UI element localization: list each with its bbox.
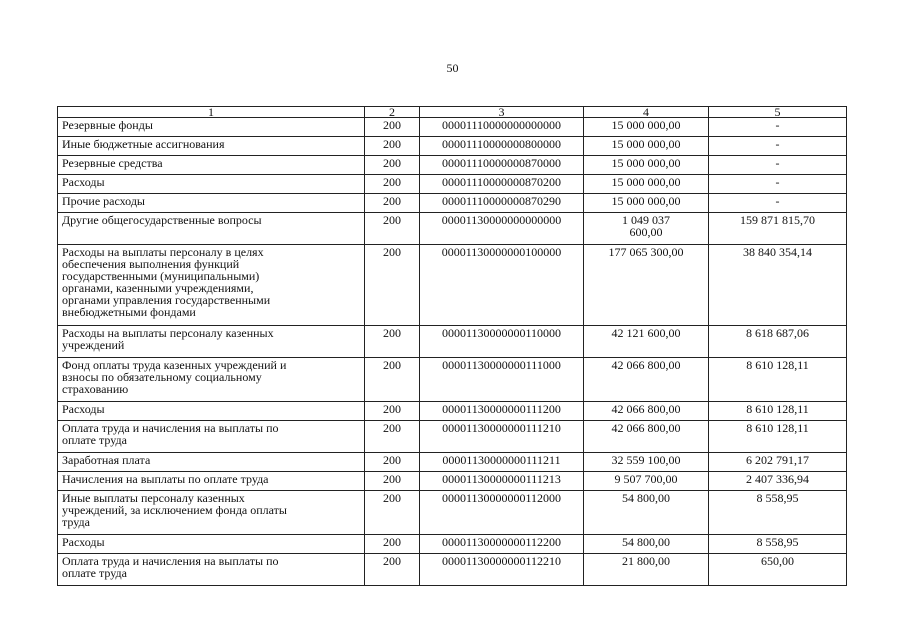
- row-code: 00001130000000111200: [420, 402, 584, 421]
- table-row: [58, 326, 847, 358]
- row-code: 00001130000000112210: [420, 554, 584, 586]
- row-amount: 15 000 000,00: [584, 137, 709, 156]
- column-header: 5: [709, 107, 847, 118]
- row-rz: 200: [365, 402, 420, 421]
- column-header: 3: [420, 107, 584, 118]
- budget-table: [57, 106, 847, 586]
- row-amount: 15 000 000,00: [584, 194, 709, 213]
- row-code: 00001110000000800000: [420, 137, 584, 156]
- row-amount: 54 800,00: [584, 535, 709, 554]
- row-rz: 200: [365, 491, 420, 535]
- table-row: [58, 453, 847, 472]
- row-code: 00001130000000111000: [420, 358, 584, 402]
- row-rz: 200: [365, 175, 420, 194]
- row-name: Иные бюджетные ассигнования: [58, 137, 365, 156]
- table-row: [58, 156, 847, 175]
- row-name: Другие общегосударственные вопросы: [58, 213, 365, 245]
- row-rz: 200: [365, 358, 420, 402]
- row-rz: 200: [365, 472, 420, 491]
- row-name: Иные выплаты персоналу казенных учреждений, за исключением фонда оплаты труда: [58, 491, 365, 535]
- row-amount: 42 066 800,00: [584, 421, 709, 453]
- row-rz: 200: [365, 421, 420, 453]
- row-executed: 8 610 128,11: [709, 402, 847, 421]
- row-code: 00001110000000870200: [420, 175, 584, 194]
- row-executed: 2 407 336,94: [709, 472, 847, 491]
- row-name: Оплата труда и начисления на выплаты по оплате труда: [58, 554, 365, 586]
- row-amount: 15 000 000,00: [584, 118, 709, 137]
- row-amount: 54 800,00: [584, 491, 709, 535]
- row-code: 00001130000000112200: [420, 535, 584, 554]
- row-executed: 38 840 354,14: [709, 245, 847, 326]
- row-rz: 200: [365, 137, 420, 156]
- row-executed: 8 558,95: [709, 491, 847, 535]
- row-amount: 42 066 800,00: [584, 402, 709, 421]
- row-name: Расходы: [58, 175, 365, 194]
- table-row: [58, 213, 847, 245]
- row-code: 00001130000000111210: [420, 421, 584, 453]
- row-code: 00001130000000112000: [420, 491, 584, 535]
- row-code: 00001110000000870290: [420, 194, 584, 213]
- row-name: Расходы на выплаты персоналу в целях обеспечения выполнения функций государственными (муниципальными) органами, казенными учреждениями, органами управления государственными внебюджетными фондами: [58, 245, 365, 326]
- row-code: 00001110000000870000: [420, 156, 584, 175]
- row-rz: 200: [365, 326, 420, 358]
- row-executed: 8 558,95: [709, 535, 847, 554]
- row-rz: 200: [365, 245, 420, 326]
- row-executed: 6 202 791,17: [709, 453, 847, 472]
- table-row: [58, 245, 847, 326]
- row-rz: 200: [365, 453, 420, 472]
- row-code: 00001130000000000000: [420, 213, 584, 245]
- row-amount: 177 065 300,00: [584, 245, 709, 326]
- row-rz: 200: [365, 118, 420, 137]
- row-name: Оплата труда и начисления на выплаты по оплате труда: [58, 421, 365, 453]
- table-row: [58, 194, 847, 213]
- row-executed: 8 610 128,11: [709, 421, 847, 453]
- table-row: [58, 118, 847, 137]
- row-name: Фонд оплаты труда казенных учреждений и взносы по обязательному социальному страхованию: [58, 358, 365, 402]
- row-name: Начисления на выплаты по оплате труда: [58, 472, 365, 491]
- table-row: [58, 402, 847, 421]
- column-header: 2: [365, 107, 420, 118]
- row-executed: -: [709, 137, 847, 156]
- row-amount: 21 800,00: [584, 554, 709, 586]
- column-header: 1: [58, 107, 365, 118]
- row-code: 00001110000000000000: [420, 118, 584, 137]
- column-header: 4: [584, 107, 709, 118]
- row-amount: 15 000 000,00: [584, 175, 709, 194]
- row-amount: 32 559 100,00: [584, 453, 709, 472]
- row-amount: 9 507 700,00: [584, 472, 709, 491]
- table-row: [58, 491, 847, 535]
- row-name: Заработная плата: [58, 453, 365, 472]
- table-row: [58, 472, 847, 491]
- row-name: Резервные фонды: [58, 118, 365, 137]
- row-rz: 200: [365, 194, 420, 213]
- row-executed: -: [709, 194, 847, 213]
- row-amount: 1 049 037 600,00: [584, 213, 709, 245]
- table-row: [58, 137, 847, 156]
- row-rz: 200: [365, 156, 420, 175]
- table-row: [58, 535, 847, 554]
- row-rz: 200: [365, 535, 420, 554]
- row-name: Расходы на выплаты персоналу казенных учреждений: [58, 326, 365, 358]
- page-number: 50: [446, 61, 459, 75]
- row-executed: 650,00: [709, 554, 847, 586]
- table-header-row: [58, 107, 847, 118]
- table-row: [58, 554, 847, 586]
- row-name: Расходы: [58, 402, 365, 421]
- row-code: 00001130000000110000: [420, 326, 584, 358]
- table-row: [58, 175, 847, 194]
- row-amount: 42 066 800,00: [584, 358, 709, 402]
- row-executed: 8 618 687,06: [709, 326, 847, 358]
- row-name: Резервные средства: [58, 156, 365, 175]
- row-executed: 8 610 128,11: [709, 358, 847, 402]
- row-code: 00001130000000111213: [420, 472, 584, 491]
- row-amount: 15 000 000,00: [584, 156, 709, 175]
- row-rz: 200: [365, 554, 420, 586]
- row-name: Расходы: [58, 535, 365, 554]
- row-executed: -: [709, 156, 847, 175]
- row-code: 00001130000000100000: [420, 245, 584, 326]
- row-executed: 159 871 815,70: [709, 213, 847, 245]
- row-executed: -: [709, 175, 847, 194]
- table-row: [58, 358, 847, 402]
- row-amount: 42 121 600,00: [584, 326, 709, 358]
- table-row: [58, 421, 847, 453]
- row-code: 00001130000000111211: [420, 453, 584, 472]
- row-rz: 200: [365, 213, 420, 245]
- row-executed: -: [709, 118, 847, 137]
- row-name: Прочие расходы: [58, 194, 365, 213]
